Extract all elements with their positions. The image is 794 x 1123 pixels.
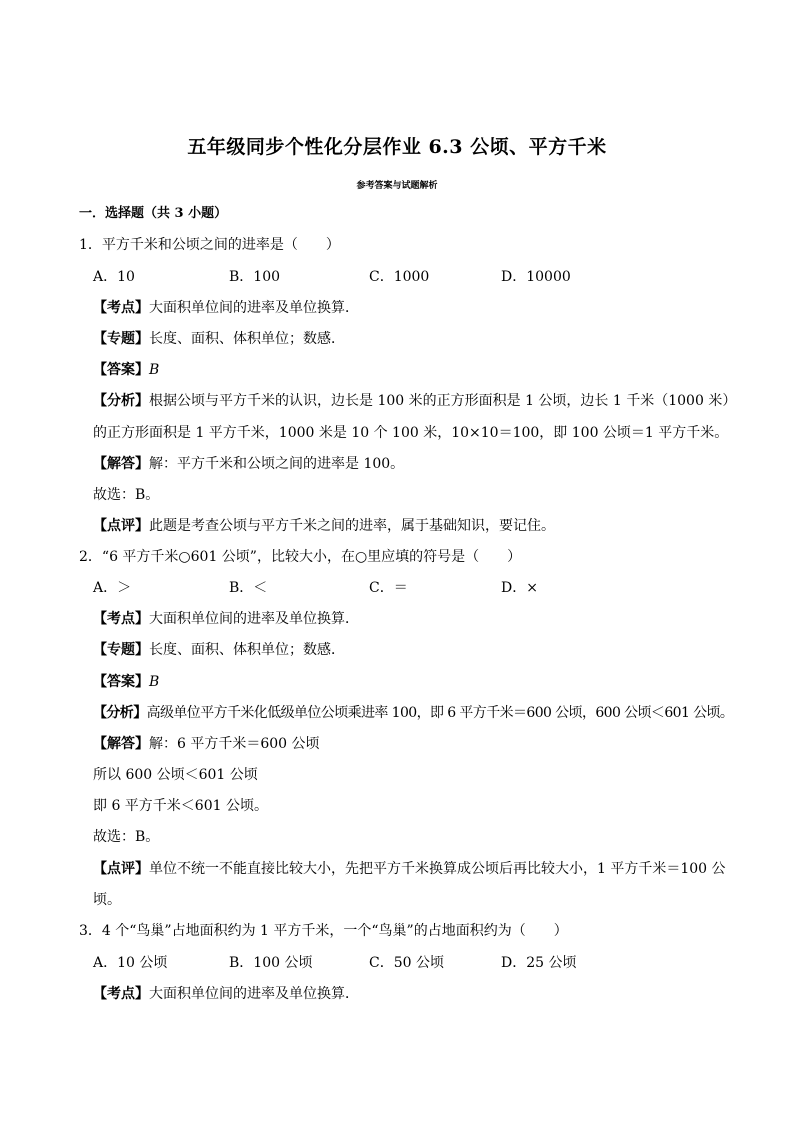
q2-dianping-tag: 【点评】 [93,861,149,877]
q3-kaodian-tag: 【考点】 [93,986,149,1002]
q1-stem: 1．平方千米和公顷之间的进率是（ ） [79,237,340,253]
q2-jieda-text: 解：6 平方千米＝600 公顷 [149,736,320,752]
q2-zhuanti [93,641,345,659]
q2-fenxi-text: 高级单位平方千米化低级单位公顷乘进率 100，即 6 平方千米＝600 公顷，600 公顷＜601 公顷。 [146,705,734,721]
q1-fenxi-text-2: 的正方形面积是 1 平方千米，1000 米是 10 个 100 米，10×10＝100，即 100 公顷＝1 平方千米。 [93,425,729,441]
q2-fenxi [93,704,733,722]
q1-zhuanti [93,330,345,348]
q1-guxuan: 故选：B。 [93,487,160,503]
q2-jieda-tag: 【解答】 [93,736,149,752]
q1-jieda [93,455,404,473]
q1-daan-text: B [149,362,160,378]
q2-option-a: A．＞ [93,580,132,596]
q1-dianping-tag: 【点评】 [93,518,149,534]
q1-kaodian [93,299,359,317]
q3-option-a: A．10 公顷 [93,955,168,971]
q1-daan [93,361,159,379]
q1-daan-tag: 【答案】 [93,362,149,378]
q1-option-d: D．10000 [501,269,571,285]
q2-jieda [93,735,320,753]
q3-kaodian-text: 大面积单位间的进率及单位换算． [149,986,359,1002]
q2-dianping-text-2: 顷。 [93,892,121,908]
q2-line-b: 即 6 平方千米＜601 公顷。 [93,798,268,814]
q2-line-a: 所以 600 公顷＜601 公顷 [93,767,258,783]
q2-daan-tag: 【答案】 [93,674,149,690]
q2-option-d: D．× [501,580,538,596]
q1-fenxi [93,392,736,410]
q2-kaodian-text: 大面积单位间的进率及单位换算． [149,611,359,627]
q2-option-c: C．＝ [369,580,408,596]
q1-option-a: A．10 [93,269,135,285]
q1-kaodian-text: 大面积单位间的进率及单位换算． [149,300,359,316]
q1-jieda-text: 解：平方千米和公顷之间的进率是 100。 [149,456,405,472]
q2-dianping-text-1: 单位不统一不能直接比较大小，先把平方千米换算成公顷后再比较大小，1 平方千米＝100 公 [149,861,726,877]
q3-option-c: C．50 公顷 [369,955,444,971]
page-subtitle: 参考答案与试题解析 [356,181,438,191]
q1-dianping-text: 此题是考查公顷与平方千米之间的进率，属于基础知识，要记住。 [149,518,555,534]
q2-zhuanti-text: 长度、面积、体积单位；数感． [149,642,345,658]
q1-kaodian-tag: 【考点】 [93,300,149,316]
q1-fenxi-text-1: 根据公顷与平方千米的认识，边长是 100 米的正方形面积是 1 公顷，边长 1 千米（1000 米） [149,393,737,409]
page-title: 五年级同步个性化分层作业 6.3 公顷、平方千米 [187,136,607,158]
q1-fenxi-tag: 【分析】 [93,393,149,409]
q1-dianping [93,517,555,535]
q2-daan [93,673,159,691]
q2-dianping [93,860,726,878]
q1-jieda-tag: 【解答】 [93,456,149,472]
q2-stem: 2．“6 平方千米○601 公顷”，比较大小，在○里应填的符号是（ ） [79,549,522,565]
q3-kaodian [93,985,359,1003]
q3-option-d: D．25 公顷 [501,955,577,971]
q2-zhuanti-tag: 【专题】 [93,642,149,658]
section-heading: 一．选择题（共 3 小题） [79,206,228,221]
q2-kaodian [93,610,359,628]
q3-stem: 3．4 个“鸟巢”占地面积约为 1 平方千米，一个“鸟巢”的占地面积约为（ ） [79,923,568,939]
q2-daan-text: B [149,674,160,690]
q2-fenxi-tag: 【分析】 [93,705,147,721]
q2-kaodian-tag: 【考点】 [93,611,149,627]
q1-zhuanti-text: 长度、面积、体积单位；数感． [149,331,345,347]
q3-option-b: B．100 公顷 [229,955,313,971]
q1-option-b: B．100 [229,269,281,285]
q2-option-b: B．＜ [229,580,268,596]
q2-guxuan: 故选：B。 [93,829,160,845]
q1-option-c: C．1000 [369,269,430,285]
q1-zhuanti-tag: 【专题】 [93,331,149,347]
